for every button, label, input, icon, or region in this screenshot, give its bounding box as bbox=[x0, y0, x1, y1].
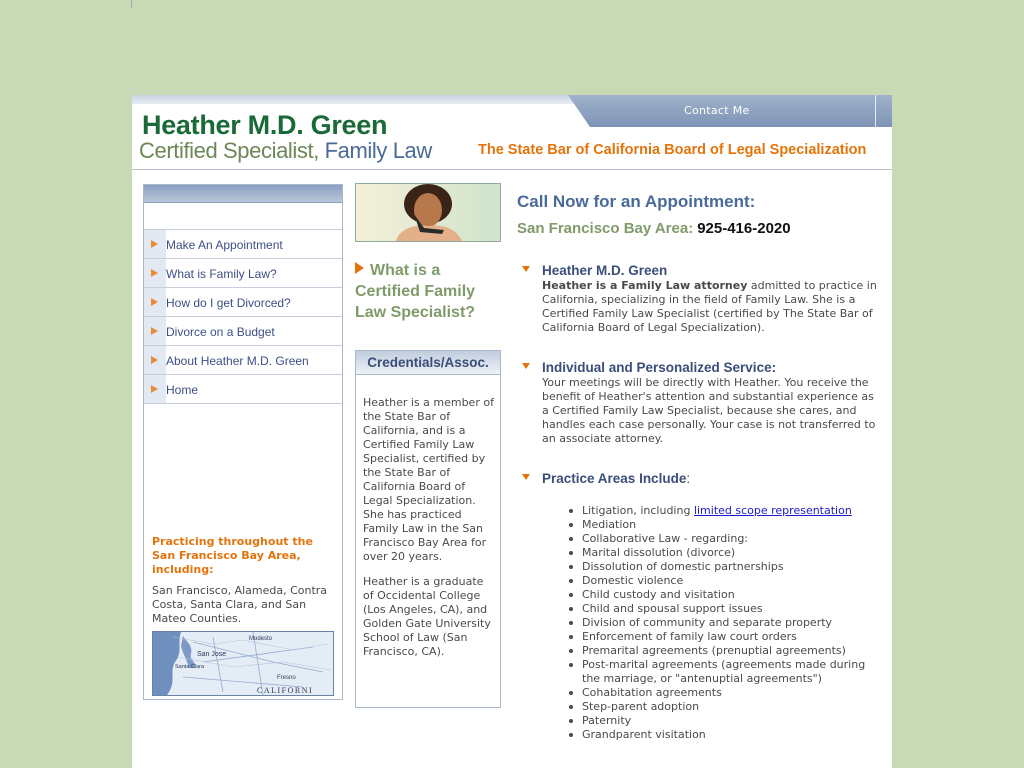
practice-area-item: Cohabitation agreements bbox=[567, 686, 877, 700]
nav-item-divorce-budget[interactable] bbox=[144, 317, 342, 346]
practice-area-item: Division of community and separate property bbox=[567, 616, 877, 630]
logo-subtitle bbox=[139, 138, 432, 164]
section-title bbox=[542, 470, 877, 487]
practice-area-item: Step-parent adoption bbox=[567, 700, 877, 714]
nav-item-label[interactable]: Make An Appointment bbox=[166, 238, 283, 252]
arrow-right-icon bbox=[151, 356, 158, 364]
call-now-heading: Call Now for an Appointment: bbox=[517, 192, 756, 211]
credentials-body bbox=[356, 375, 500, 659]
nav-item-make-appointment[interactable] bbox=[144, 230, 342, 259]
practice-area-item: Post-marital agreements (agreements made during the marriage, or "antenuptial agreements") bbox=[567, 658, 877, 686]
practice-area-item bbox=[567, 504, 877, 518]
arrow-down-icon bbox=[522, 266, 530, 272]
site-header bbox=[132, 95, 892, 170]
practice-area-item: Premarital agreements (prenuptial agreements) bbox=[567, 644, 877, 658]
nav-spacer bbox=[144, 203, 342, 230]
arrow-down-icon bbox=[522, 474, 530, 480]
section-lead-bold: Heather is a Family Law attorney bbox=[542, 279, 748, 292]
map-label-fresno: Fresno bbox=[277, 675, 296, 681]
limited-scope-link[interactable]: limited scope representation bbox=[693, 504, 852, 517]
section-body-text: admitted to practice in California, specializing in the field of Family Law. She is a Certified Family Law Specialist (certified by The State Bar of California Board of Legal Specialization). bbox=[542, 279, 877, 334]
section-body-text: Your meetings will be directly with Heather. You receive the benefit of Heather's attention and substantial experience as a Certified Family Law Specialist, because she cares, and handles each case personally. Your case is not transferred to an associate attorney. bbox=[542, 376, 876, 445]
what-is-specialist-text[interactable]: What is a Certified Family Law Specialist? bbox=[355, 262, 476, 321]
map-label-modesto: Modesto bbox=[249, 636, 273, 642]
nav-item-how-divorced[interactable] bbox=[144, 288, 342, 317]
contact-me-link[interactable]: Contact Me bbox=[684, 104, 750, 117]
practice-area-item: Child and spousal support issues bbox=[567, 602, 877, 616]
credentials-paragraph: Heather is a graduate of Occidental College (Los Angeles, CA), and Golden Gate University School of Law (San Francisco, CA). bbox=[363, 575, 491, 658]
contact-separator bbox=[875, 95, 876, 127]
practice-areas-colon: : bbox=[686, 471, 691, 486]
window-edge-tick bbox=[131, 0, 132, 8]
credentials-title: Credentials/Assoc. bbox=[356, 351, 500, 375]
nav-item-label[interactable]: What is Family Law? bbox=[166, 267, 277, 281]
arrow-down-icon bbox=[522, 363, 530, 369]
practice-area-item: Enforcement of family law court orders bbox=[567, 630, 877, 644]
nav-arrow-cell bbox=[144, 259, 166, 287]
map-label-santa-clara: Santa Clara bbox=[175, 664, 205, 670]
logo-subtitle-family: Family Law bbox=[324, 138, 432, 163]
arrow-right-icon bbox=[151, 385, 158, 393]
nav-header-bar bbox=[144, 185, 342, 203]
nav-arrow-cell bbox=[144, 317, 166, 345]
practice-areas-title: Practice Areas Include bbox=[542, 471, 687, 486]
logo-subtitle-certified: Certified Specialist, bbox=[139, 138, 319, 163]
practice-area-item: Mediation bbox=[567, 518, 877, 532]
arrow-right-icon bbox=[151, 240, 158, 248]
practicing-title: Practicing throughout the San Francisco Bay Area, including: bbox=[152, 535, 313, 576]
phone-number[interactable]: 925-416-2020 bbox=[697, 220, 791, 237]
section-title: Heather M.D. Green bbox=[542, 263, 668, 278]
attorney-phone-photo bbox=[355, 183, 501, 242]
practice-area-item: Marital dissolution (divorce) bbox=[567, 546, 877, 560]
practice-area-item: Paternity bbox=[567, 714, 877, 728]
practice-area-item: Child custody and visitation bbox=[567, 588, 877, 602]
what-is-specialist-link[interactable] bbox=[355, 260, 501, 323]
phone-line bbox=[517, 220, 791, 237]
page-container bbox=[132, 95, 892, 768]
left-navigation bbox=[143, 184, 343, 700]
section-title: Individual and Personalized Service: bbox=[542, 360, 777, 375]
nav-arrow-cell bbox=[144, 375, 166, 403]
practice-areas-list bbox=[567, 504, 877, 742]
bay-area-map bbox=[152, 631, 334, 696]
nav-arrow-cell bbox=[144, 346, 166, 374]
map-label-san-jose: San Jose bbox=[197, 651, 227, 658]
nav-arrow-cell bbox=[144, 230, 166, 258]
nav-item-label[interactable]: Divorce on a Budget bbox=[166, 325, 275, 339]
credentials-paragraph: Heather is a member of the State Bar of California, and is a Certified Family Law Specialist, certified by the State Bar of California Board of Legal Specialization. She has practiced Family Law in the San Francisco Bay Area for over 20 years. bbox=[363, 396, 494, 563]
practice-area-item: Collaborative Law - regarding: bbox=[567, 532, 877, 546]
nav-item-label[interactable]: About Heather M.D. Green bbox=[166, 354, 309, 368]
section-body bbox=[542, 279, 877, 335]
arrow-right-icon bbox=[151, 327, 158, 335]
board-tagline: The State Bar of California Board of Legal Specialization bbox=[478, 142, 867, 158]
practice-area-text: Litigation, including bbox=[582, 504, 694, 517]
nav-arrow-cell bbox=[144, 288, 166, 316]
arrow-right-icon bbox=[151, 298, 158, 306]
nav-item-label[interactable]: How do I get Divorced? bbox=[166, 296, 291, 310]
map-label-california: CALIFORNI bbox=[257, 686, 314, 695]
counties-text: San Francisco, Alameda, Contra Costa, Santa Clara, and San Mateo Counties. bbox=[152, 584, 328, 625]
section-practice-areas bbox=[517, 470, 877, 487]
section-personalized-service bbox=[517, 359, 877, 446]
arrow-right-icon bbox=[355, 262, 364, 274]
nav-item-label[interactable]: Home bbox=[166, 383, 199, 397]
nav-item-what-is-family-law[interactable] bbox=[144, 259, 342, 288]
credentials-box bbox=[355, 350, 501, 708]
section-heather bbox=[517, 262, 877, 335]
nav-item-home[interactable] bbox=[144, 375, 342, 404]
area-label: San Francisco Bay Area: bbox=[517, 220, 694, 237]
practice-area-item: Grandparent visitation bbox=[567, 728, 877, 742]
practice-area-item: Dissolution of domestic partnerships bbox=[567, 560, 877, 574]
nav-item-about[interactable] bbox=[144, 346, 342, 375]
arrow-right-icon bbox=[151, 269, 158, 277]
logo-name[interactable]: Heather M.D. Green bbox=[142, 110, 388, 140]
practice-area-item: Domestic violence bbox=[567, 574, 877, 588]
